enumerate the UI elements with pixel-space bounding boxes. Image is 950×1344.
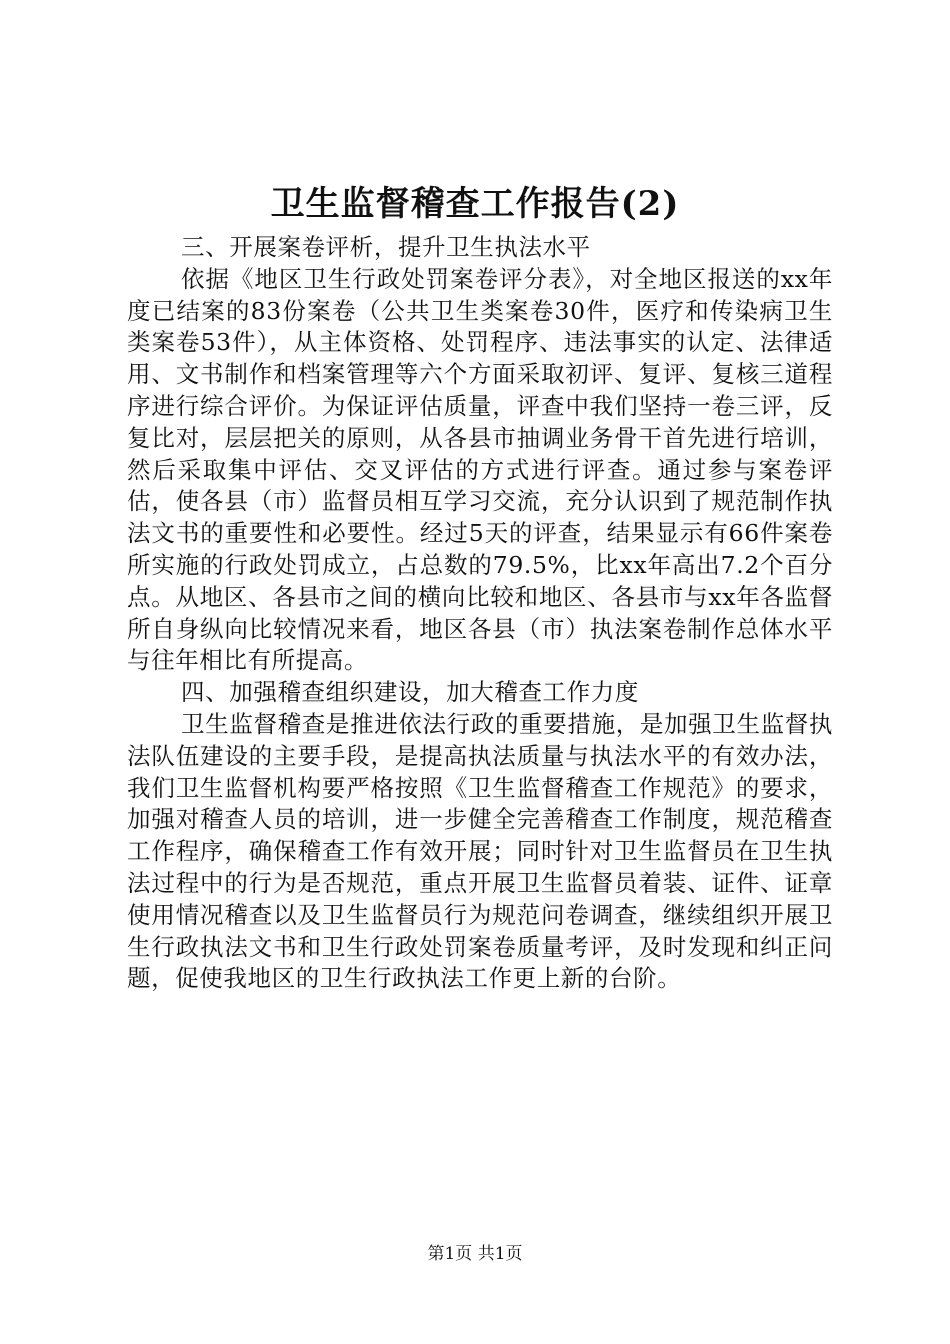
page-title: 卫生监督稽查工作报告(2) <box>270 184 680 224</box>
section-3-heading: 三、开展案卷评析，提升卫生执法水平 <box>181 233 591 261</box>
document-body <box>127 232 833 995</box>
section-3-paragraph: 依据《地区卫生行政处罚案卷评分表》，对全地区报送的xx年度已结案的83份案卷（公共卫生类案卷30件，医疗和传染病卫生类案卷53件），从主体资格、处罚程序、违法事实的认定、法律适用、文书制作和档案管理等六个方面采取初评、复评、复核三道程序进行综合评价。为保证评估质量，评查中我们坚持一卷三评，反复比对，层层把关的原则，从各县市抽调业务骨干首先进行培训，然后采取集中评估、交叉评估的方式进行评查。通过参与案卷评估，使各县（市）监督员相互学习交流，充分认识到了规范制作执法文书的重要性和必要性。经过5天的评查，结果显示有66件案卷所实施的行政处罚成立，占总数的79.5%，比xx年高出7.2个百分点。从地区、各县市之间的横向比较和地区、各县市与xx年各监督所自身纵向比较情况来看，地区各县（市）执法案卷制作总体水平与往年相比有所提高。 <box>127 264 833 675</box>
section-4-heading: 四、加强稽查组织建设，加大稽查工作力度 <box>181 678 639 707</box>
section-4-paragraph: 卫生监督稽查是推进依法行政的重要措施，是加强卫生监督执法队伍建设的主要手段，是提高执法质量与执法水平的有效办法，我们卫生监督机构要严格按照《卫生监督稽查工作规范》的要求，加强对稽查人员的培训，进一步健全完善稽查工作制度，规范稽查工作程序，确保稽查工作有效开展；同时针对卫生监督员在卫生执法过程中的行为是否规范，重点开展卫生监督员着装、证件、证章使用情况稽查以及卫生监督员行为规范问卷调查，继续组织开展卫生行政执法文书和卫生行政处罚案卷质量考评，及时发现和纠正问题，促使我地区的卫生行政执法工作更上新的台阶。 <box>127 709 833 993</box>
page-number-footer: 第1页 共1页 <box>427 1244 523 1264</box>
